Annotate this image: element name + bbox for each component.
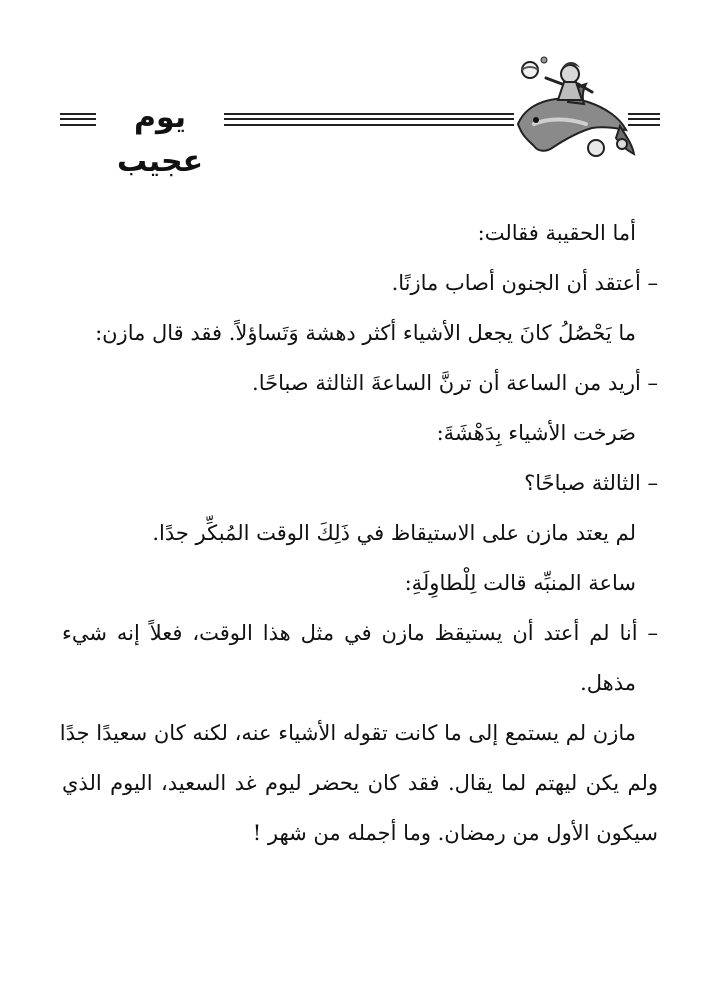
- text-line: – الثالثة صباحًا؟: [524, 471, 658, 495]
- header-rule-middle: [224, 113, 514, 126]
- text-line: سيكون الأول من رمضان. وما أجمله من شهر !: [252, 821, 658, 845]
- story-text: [59, 208, 658, 858]
- text-line: – أريد من الساعة أن ترنَّ الساعةَ الثالثة صباحًا.: [252, 371, 658, 395]
- text-line: صَرخت الأشياء بِدَهْشَةَ:: [436, 421, 636, 445]
- text-line: مذهل.: [580, 671, 636, 695]
- header-rule-left: [60, 113, 96, 126]
- dolphin-girl-illustration-icon: [508, 54, 638, 166]
- text-line: لم يعتد مازن على الاستيقاظ في ذَلِكَ الوقت المُبكِّر جدًا.: [152, 521, 636, 545]
- text-line: – أنا لم أعتد أن يستيقظ مازن في مثل هذا الوقت، فعلاً إنه شيء: [62, 621, 658, 645]
- text-line: مازن لم يستمع إلى ما كانت تقوله الأشياء عنه، لكنه كان سعيدًا جدًا: [59, 721, 636, 745]
- chapter-title: يوم عجيب: [116, 100, 204, 179]
- text-line: – أعتقد أن الجنون أصاب مازنًا.: [391, 271, 658, 295]
- text-line: ما يَحْصُلُ كانَ يجعل الأشياء أكثر دهشة وَتَساؤلاً. فقد قال مازن:: [95, 321, 636, 345]
- text-line: أما الحقيبة فقالت:: [477, 221, 636, 245]
- text-line: ولم يكن ليهتم لما يقال. فقد كان يحضر ليوم غد السعيد، اليوم الذي: [62, 771, 658, 795]
- text-line: ساعة المنبِّه قالت لِلْطاوِلَةِ:: [404, 571, 636, 595]
